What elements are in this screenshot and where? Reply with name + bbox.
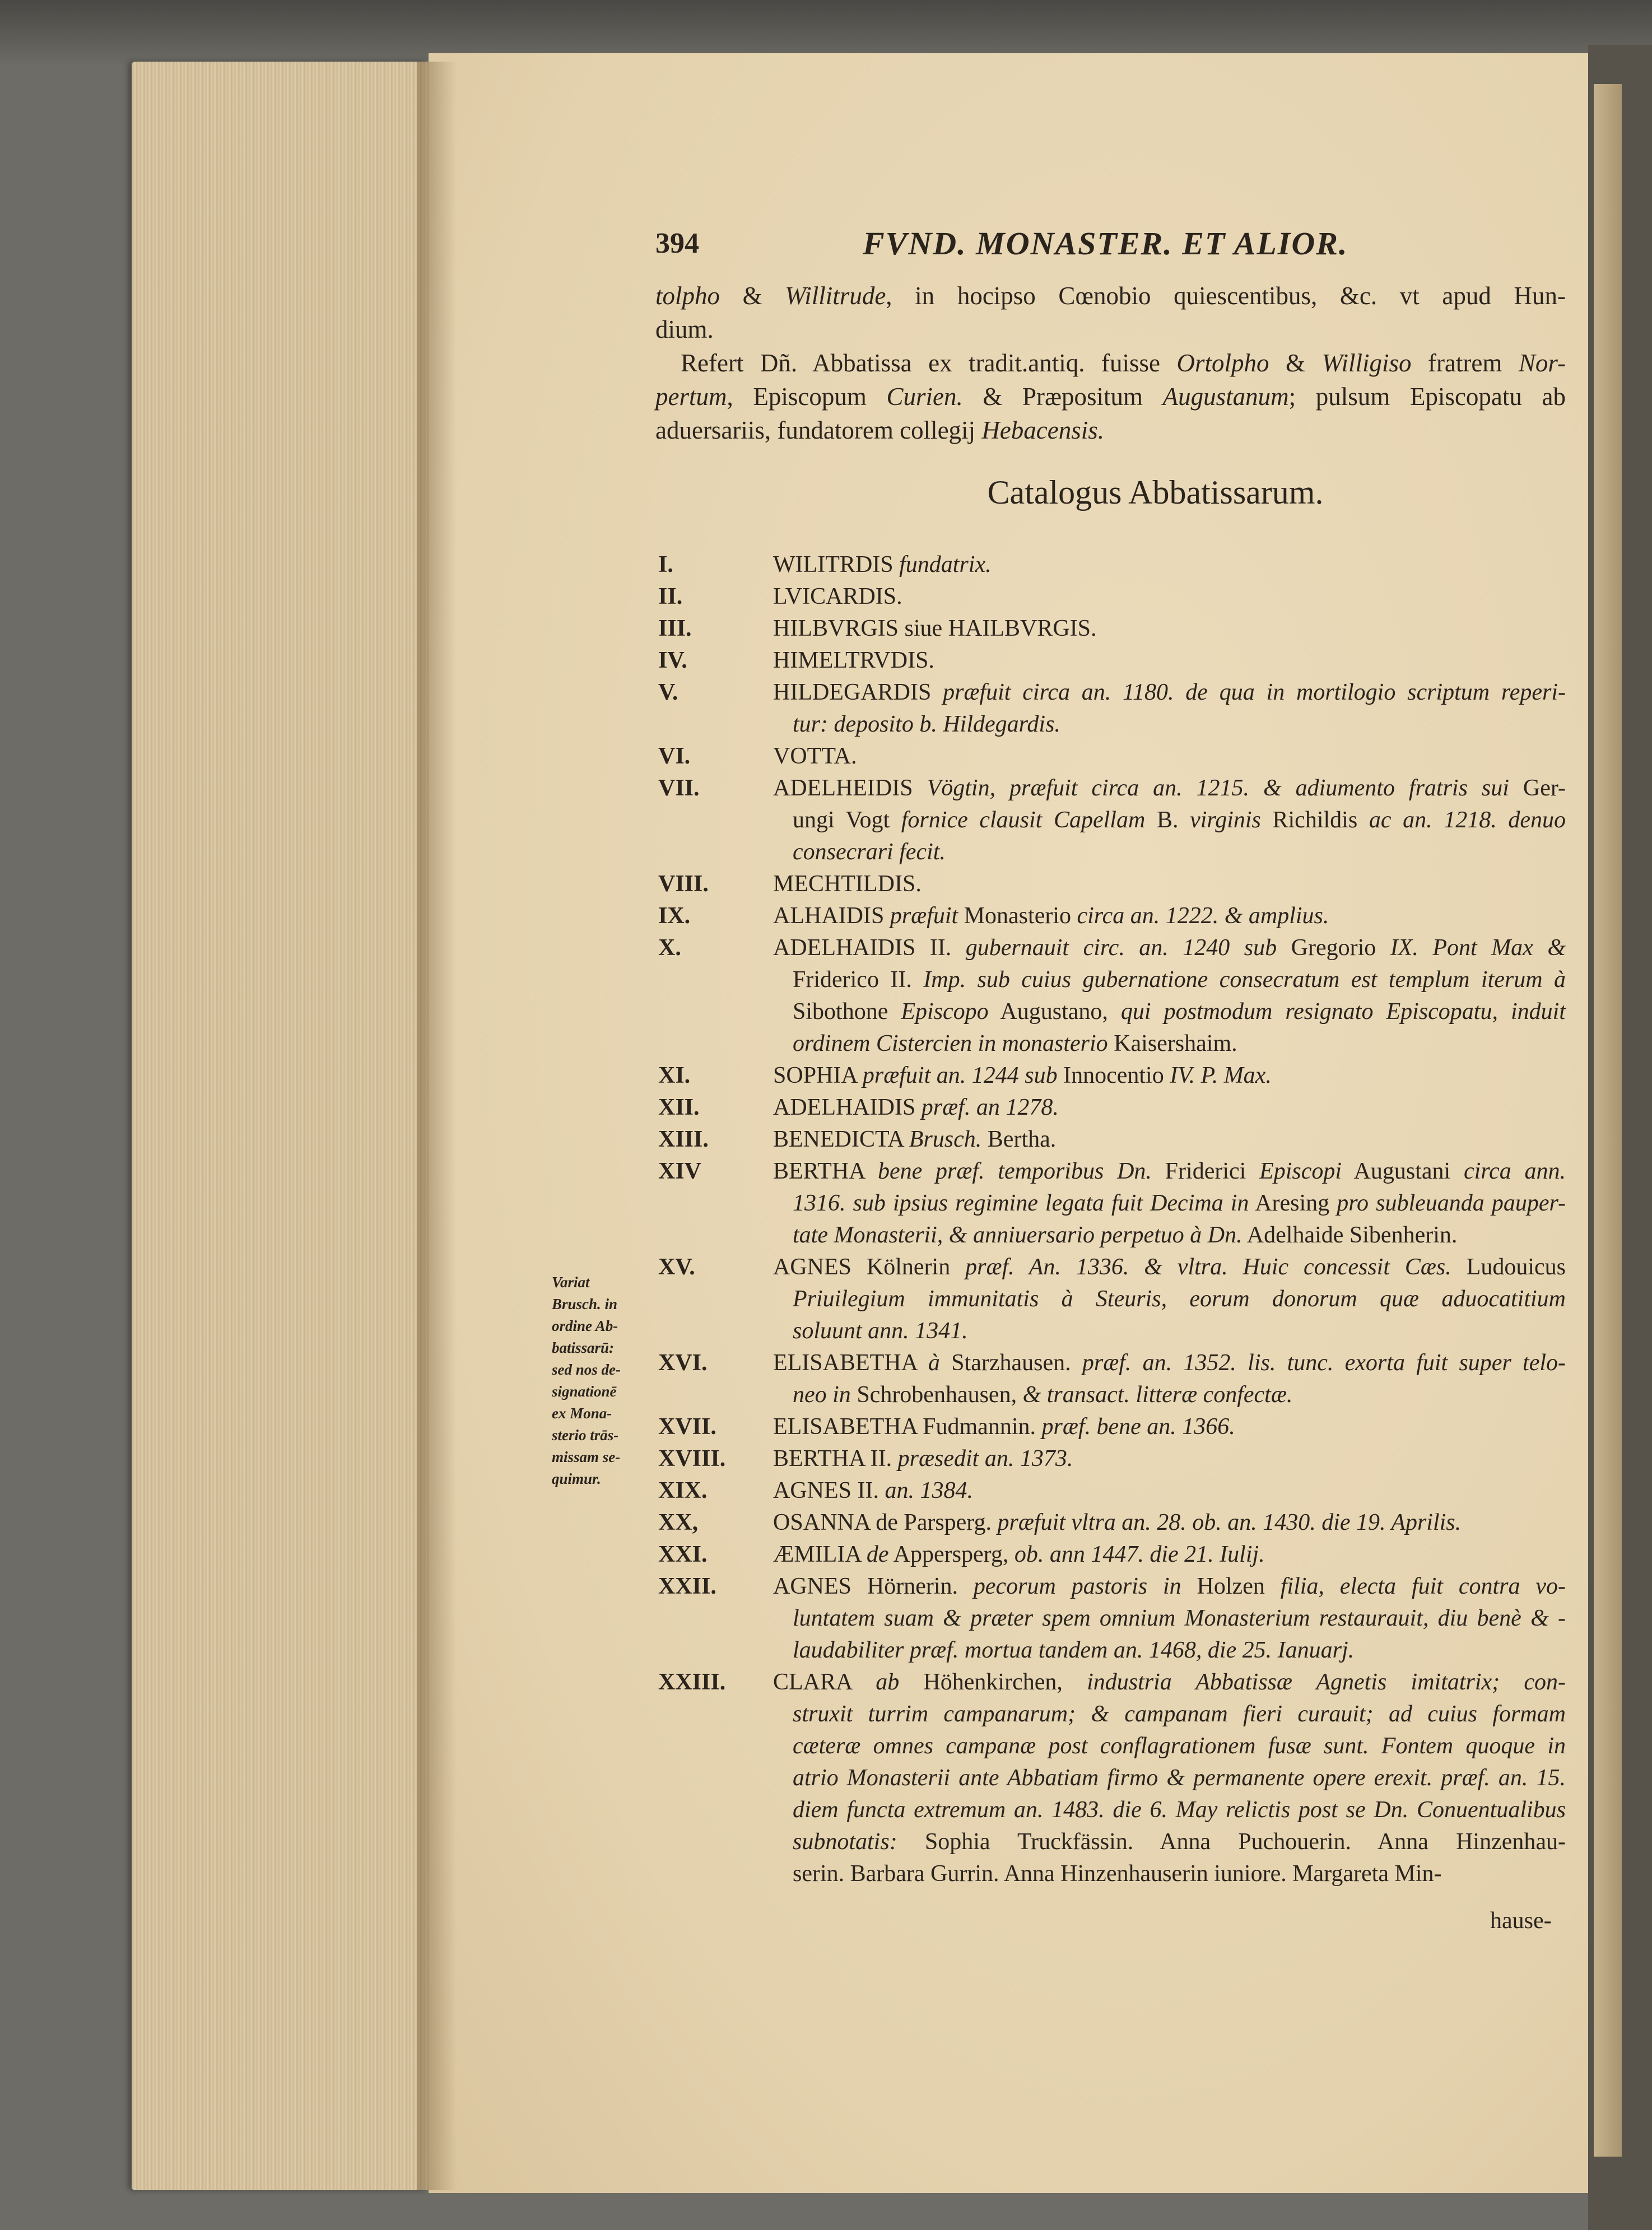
italic-text: atrio Monasterii ante Abbatiam firmo & permanente opere erexit. præf. an. 15. [793, 1765, 1566, 1791]
text-line [793, 1603, 1566, 1635]
catalog-entry [658, 1251, 1566, 1347]
italic-text: Vögtin, præfuit circa an. 1215. & adiumento fratris sui [927, 775, 1509, 801]
text-line [793, 1762, 1566, 1794]
italic-text: de [866, 1542, 889, 1567]
italic-text: qui postmodum resignato Episcopatu, induit [1120, 999, 1566, 1025]
entry-numeral: III. [658, 616, 692, 641]
entry-numeral: XIV [658, 1158, 702, 1184]
italic-text: præf. an 1278. [921, 1095, 1059, 1120]
italic-text: fundatrix. [899, 552, 992, 578]
entry-numeral: XVII. [658, 1414, 716, 1440]
entry-numeral: XII. [658, 1095, 700, 1120]
italic-text: præfuit circa an. 1180. de qua in mortilogio scriptum reperi- [943, 679, 1566, 705]
italic-text: IV. P. Max. [1170, 1063, 1272, 1088]
text-line [773, 1443, 1566, 1475]
text-line [773, 1539, 1566, 1571]
text-line [793, 709, 1566, 741]
text-line [793, 1635, 1566, 1666]
italic-text: ordinem Cistercien in monasterio [793, 1031, 1108, 1056]
text-line [793, 964, 1566, 996]
roman-text: Schrobenhausen, [850, 1382, 1023, 1408]
italic-text: tur: deposito b. Hildegardis. [793, 711, 1060, 737]
roman-text: ungi Vogt [793, 807, 901, 833]
italic-text: Episcopo [901, 999, 989, 1025]
margin-note-line: quimur. [552, 1470, 601, 1487]
margin-note-line: ordine Ab- [552, 1317, 618, 1334]
entry-numeral: XXI. [658, 1542, 708, 1567]
roman-text: Ludouicus [1451, 1254, 1566, 1280]
roman-text: Augustani [1342, 1158, 1464, 1184]
roman-text: , in hocipso Cœnobio quiescentibus, &c. vt apud Hun- [886, 282, 1566, 310]
roman-text: CLARA [773, 1669, 876, 1695]
roman-text: ADELHEIDIS [773, 775, 927, 801]
text-line [773, 1666, 1566, 1698]
roman-text: ÆMILIA [773, 1542, 867, 1567]
italic-text: Ortolpho [1176, 349, 1269, 377]
catalog-entry [658, 932, 1566, 1060]
roman-text: Sophia Truckfässin. Anna Puchouerin. Anna Hinzenhau- [897, 1829, 1566, 1855]
roman-text: ELISABETHA Fudmannin. [773, 1414, 1042, 1440]
italic-text: præfuit vltra an. 28. ob. an. 1430. die 19. Aprilis. [997, 1510, 1462, 1535]
text-line [793, 1698, 1566, 1730]
italic-text: Hebacensis. [981, 416, 1105, 444]
entry-numeral: XVI. [658, 1350, 708, 1376]
running-head: FVND. MONASTER. ET ALIOR. [863, 225, 1348, 262]
catalog-entry [658, 1156, 1566, 1251]
italic-text: præf. bene an. 1366. [1041, 1414, 1235, 1440]
catchword: hause- [1490, 1908, 1552, 1934]
italic-text: ob. ann 1447. die 21. Iulij. [1014, 1542, 1265, 1567]
entry-numeral: IV. [658, 648, 687, 673]
roman-text: Gregorio [1277, 935, 1390, 961]
entry-numeral: VIII. [658, 871, 709, 897]
italic-text: tolpho [655, 282, 720, 310]
catalog-entry [658, 1443, 1566, 1475]
italic-text: præf. an. 1352. lis. tunc. exorta fuit super telo- [1082, 1350, 1566, 1376]
catalog-entry [658, 549, 1566, 581]
roman-text: Innocentio [1057, 1063, 1170, 1088]
text-line [773, 1251, 1566, 1283]
text-line [773, 1475, 1566, 1507]
text-line [773, 868, 1566, 900]
roman-text: Bertha. [981, 1126, 1057, 1152]
roman-text: HILBVRGIS siue HAILBVRGIS. [773, 616, 1097, 641]
italic-text: neo in [793, 1382, 851, 1408]
text-line [793, 1315, 1566, 1347]
entry-numeral: II. [658, 584, 683, 609]
italic-text: ac an. 1218. denuo [1369, 807, 1566, 833]
italic-text: Willitrude [785, 282, 886, 310]
entry-numeral: VII. [658, 775, 700, 801]
margin-note-line: signationē [552, 1383, 617, 1400]
italic-text: Nor- [1518, 349, 1566, 377]
italic-text: 1316. sub ipsius regimine legata fuit Decima in [793, 1190, 1249, 1216]
text-line [793, 1188, 1566, 1219]
margin-note-line: Brusch. in [552, 1296, 618, 1312]
text-line [793, 1826, 1566, 1858]
text-line [655, 380, 1566, 413]
entry-numeral: VI. [658, 743, 691, 769]
text-line [773, 741, 1566, 772]
roman-text: Sibothone [793, 999, 901, 1025]
italic-text: præf. An. 1336. & vltra. Huic concessit Cæs. [965, 1254, 1451, 1280]
italic-text: laudabiliter præf. mortua tandem an. 1468, die 25. Ianuarj. [793, 1637, 1355, 1663]
catalog-entry [658, 772, 1566, 868]
roman-text: Monasterio [958, 903, 1077, 929]
entry-numeral: XX, [658, 1510, 699, 1535]
catalog-entry [658, 581, 1566, 613]
italic-text: subnotatis: [793, 1829, 897, 1855]
entry-numeral: XXII. [658, 1573, 716, 1599]
text-line [655, 346, 1566, 380]
roman-text: WILITRDIS [773, 552, 900, 578]
italic-text: luntatem suam & præter spem omnium Monasterium restaurauit, diu benè & - [793, 1605, 1566, 1631]
roman-text: , Episcopum [727, 383, 887, 411]
margin-note-line: batissarū: [552, 1339, 615, 1356]
entry-numeral: XI. [658, 1063, 691, 1088]
roman-text: Höhenkirchen, [899, 1669, 1087, 1695]
catalog-entry [658, 1347, 1566, 1411]
italic-text: Episcopi [1259, 1158, 1342, 1184]
roman-text: & [720, 282, 785, 310]
italic-text: cæteræ omnes campanæ post conflagrationem fusæ sunt. Fontem quoque in [793, 1733, 1566, 1759]
entry-numeral: XV. [658, 1254, 695, 1280]
roman-text: Augustano, [988, 999, 1121, 1025]
roman-text: & Præpositum [962, 383, 1163, 411]
italic-text: Brusch. [909, 1126, 982, 1152]
italic-text: à [928, 1350, 940, 1376]
page-fore-edge [132, 62, 429, 2190]
margin-note [552, 1272, 621, 1490]
roman-text: MECHTILDIS. [773, 871, 922, 897]
italic-text: & transact. litteræ confectæ. [1022, 1382, 1293, 1408]
roman-text: ; pulsum Episcopatu ab [1288, 383, 1566, 411]
entry-numeral: I. [658, 552, 673, 578]
italic-text: struxit turrim campanarum; & campanam fieri curauit; ad cuius formam [793, 1701, 1566, 1727]
roman-text: Kaisershaim. [1107, 1031, 1237, 1056]
gutter-shadow [417, 62, 457, 2190]
roman-text: Richildis [1260, 807, 1369, 833]
entry-numeral: XVIII. [658, 1446, 726, 1472]
roman-text: BENEDICTA [773, 1126, 909, 1152]
entry-numeral: XIX. [658, 1478, 708, 1503]
roman-text: fratrem [1411, 349, 1519, 377]
text-line [773, 1571, 1566, 1603]
roman-text: & [1269, 349, 1322, 377]
italic-text: pertum [655, 383, 727, 411]
italic-text: soluunt ann. 1341. [793, 1318, 968, 1344]
text-line [773, 900, 1566, 932]
roman-text: HILDEGARDIS [773, 679, 943, 705]
catalog-entry [658, 1539, 1566, 1571]
roman-text: Refert Dñ. Abbatissa ex tradit.antiq. fuisse [655, 349, 1177, 377]
text-line [793, 804, 1566, 836]
italic-text: diem functa extremum an. 1483. die 6. May relictis post se Dn. Conuentualibus [793, 1797, 1566, 1823]
italic-text: pro subleuanda pauper- [1337, 1190, 1566, 1216]
catalog-entry [658, 1666, 1566, 1890]
intro-paragraph [655, 279, 1566, 447]
margin-note-line: Variat [552, 1274, 590, 1291]
margin-note-line: ex Mona- [552, 1405, 612, 1422]
catalog-entry [658, 645, 1566, 677]
italic-text: filia, electa fuit contra vo- [1280, 1573, 1566, 1599]
roman-text: ADELHAIDIS [773, 1095, 922, 1120]
roman-text: Holzen [1181, 1573, 1281, 1599]
roman-text: Aresing [1249, 1190, 1337, 1216]
text-line [773, 1060, 1566, 1092]
page-header [655, 227, 1563, 266]
roman-text: Adelhaide Sibenherin. [1242, 1222, 1458, 1248]
catalog-entry [658, 868, 1566, 900]
text-line [773, 1124, 1566, 1156]
roman-text: OSANNA de Parsperg. [773, 1510, 998, 1535]
abbess-catalog [658, 549, 1566, 1890]
italic-text: præsedit an. 1373. [897, 1446, 1073, 1472]
entry-numeral: V. [658, 679, 678, 705]
italic-text: circa an. 1222. & amplius. [1077, 903, 1329, 929]
margin-note-line: missam se- [552, 1449, 621, 1465]
text-line [793, 1219, 1566, 1251]
text-line [773, 772, 1566, 804]
margin-note-line: sed nos de- [552, 1361, 621, 1378]
entry-numeral: X. [658, 935, 681, 961]
catalog-entry [658, 900, 1566, 932]
entry-numeral: XIII. [658, 1126, 709, 1152]
italic-text: Willigiso [1321, 349, 1412, 377]
catalog-entry [658, 1507, 1566, 1539]
text-line [773, 1347, 1566, 1379]
italic-text: ab [876, 1669, 900, 1695]
text-line [655, 279, 1566, 313]
italic-text: IX. Pont Max & [1390, 935, 1566, 961]
roman-text: Friderico II. [793, 967, 924, 993]
text-line [773, 1156, 1566, 1188]
italic-text: virginis [1190, 807, 1261, 833]
italic-text: gubernauit circ. an. 1240 sub [965, 935, 1277, 961]
roman-text: LVICARDIS. [773, 584, 902, 609]
roman-text: ELISABETHA [773, 1350, 928, 1376]
catalog-entry [658, 1092, 1566, 1124]
roman-text: Starzhausen. [939, 1350, 1082, 1376]
catalog-entry [658, 1411, 1566, 1443]
text-line [793, 1858, 1566, 1890]
text-line [773, 932, 1566, 964]
page-number: 394 [655, 227, 699, 259]
roman-text: ADELHAIDIS II. [773, 935, 966, 961]
roman-text: BERTHA [773, 1158, 878, 1184]
text-line [773, 549, 1566, 581]
roman-text: serin. Barbara Gurrin. Anna Hinzenhauserin iuniore. Margareta Min- [793, 1861, 1442, 1887]
italic-text: circa ann. [1463, 1158, 1566, 1184]
text-line [655, 313, 1566, 346]
entry-numeral: IX. [658, 903, 691, 929]
text-line [793, 996, 1566, 1028]
catalog-entry [658, 677, 1566, 741]
roman-text: SOPHIA [773, 1063, 863, 1088]
italic-text: Curien. [886, 383, 963, 411]
italic-text: industria Abbatissæ Agnetis imitatrix; con- [1087, 1669, 1566, 1695]
text-line [793, 1028, 1566, 1060]
text-line [773, 613, 1566, 645]
catalog-entry [658, 1571, 1566, 1666]
italic-text: Imp. sub cuius gubernatione consecratum est templum iterum à [923, 967, 1566, 993]
text-line [793, 1730, 1566, 1762]
text-line [773, 645, 1566, 677]
roman-text: B. [1145, 807, 1190, 833]
roman-text: Appersperg, [888, 1542, 1015, 1567]
roman-text: Friderici [1151, 1158, 1260, 1184]
text-line [793, 836, 1566, 868]
text-line [773, 1411, 1566, 1443]
text-line [793, 1379, 1566, 1411]
text-line [773, 1507, 1566, 1539]
italic-text: tate Monasterii, & anniuersario perpetuo à Dn. [793, 1222, 1243, 1248]
italic-text: an. 1384. [885, 1478, 973, 1503]
roman-text: dium. [655, 315, 714, 343]
text-line [793, 1283, 1566, 1315]
italic-text: Augustanum [1162, 383, 1289, 411]
roman-text: HIMELTRVDIS. [773, 648, 934, 673]
italic-text: consecrari fecit. [793, 839, 946, 865]
italic-text: pecorum pastoris in [973, 1573, 1181, 1599]
italic-text: præfuit [890, 903, 958, 929]
facing-page-sliver [1594, 84, 1622, 2157]
roman-text: aduersariis, fundatorem collegij [655, 416, 982, 444]
roman-text: AGNES Hörnerin. [773, 1573, 974, 1599]
roman-text: ALHAIDIS [773, 903, 890, 929]
catalog-entry [658, 1124, 1566, 1156]
italic-text: præfuit an. 1244 sub [862, 1063, 1058, 1088]
italic-text: bene præf. temporibus Dn. [877, 1158, 1152, 1184]
roman-text: Ger- [1509, 775, 1566, 801]
entry-numeral: XXIII. [658, 1669, 726, 1695]
catalog-entry [658, 613, 1566, 645]
roman-text: VOTTA. [773, 743, 857, 769]
roman-text: AGNES II. [773, 1478, 885, 1503]
catalog-entry [658, 741, 1566, 772]
roman-text: BERTHA II. [773, 1446, 898, 1472]
text-line [773, 581, 1566, 613]
margin-note-line: sterio trās- [552, 1427, 619, 1444]
roman-text: AGNES Kölnerin [773, 1254, 966, 1280]
text-line [793, 1794, 1566, 1826]
catalog-entry [658, 1060, 1566, 1092]
catalog-entry [658, 1475, 1566, 1507]
catalog-title: Catalogus Abbatissarum. [987, 474, 1324, 511]
italic-text: fornice clausit Capellam [901, 807, 1146, 833]
text-line [773, 677, 1566, 709]
text-line [655, 413, 1566, 447]
text-line [773, 1092, 1566, 1124]
italic-text: Priuilegium immunitatis à Steuris, eorum donorum quæ aduocatitium [793, 1286, 1566, 1312]
